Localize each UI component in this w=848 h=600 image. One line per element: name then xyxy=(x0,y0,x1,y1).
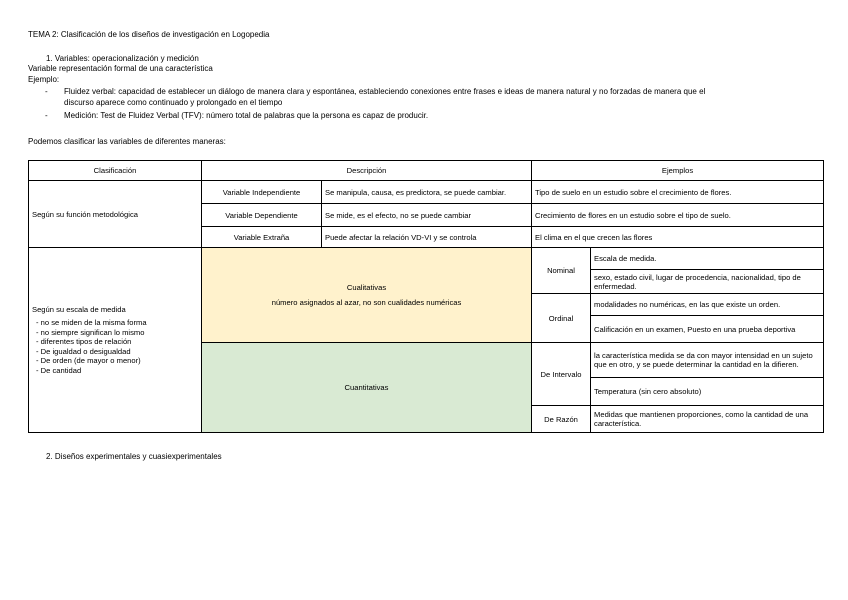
bullet-medicion: Medición: Test de Fluidez Verbal (TFV): número total de palabras que la persona es capaz de producir. xyxy=(64,111,429,120)
ordinal-item-2: Calificación en un examen, Puesto en una prueba deportiva xyxy=(591,316,824,343)
intervalo-item-1: la característica medida se da con mayor intensidad en un sujeto que en otro, y se puede determinar la cantidad en la difieren. xyxy=(591,343,824,378)
level-ordinal: Ordinal xyxy=(532,294,591,343)
var-independiente-example: Tipo de suelo en un estudio sobre el crecimiento de flores. xyxy=(532,181,824,204)
level-intervalo: De Intervalo xyxy=(532,343,591,406)
var-dependiente-desc: Se mide, es el efecto, no se puede cambiar xyxy=(322,204,532,227)
cualitativas-label: Cualitativas xyxy=(346,283,387,292)
var-extrana-example: El clima en el que crecen las flores xyxy=(532,227,824,248)
section-2-heading: 2. Diseños experimentales y cuasiexperimentales xyxy=(46,452,222,461)
escala-medida-cell xyxy=(29,248,202,433)
nominal-item-1: Escala de medida. xyxy=(591,248,824,270)
example-label: Ejemplo: xyxy=(28,75,60,84)
variable-definition: Variable representación formal de una característica xyxy=(28,64,213,73)
list-item: - no siempre significan lo mismo xyxy=(36,327,145,337)
escala-criteria-list xyxy=(32,318,198,375)
cualitativas-desc: número asignados al azar, no son cualidades numéricas xyxy=(271,298,462,307)
table-intro: Podemos clasificar las variables de diferentes maneras: xyxy=(28,137,226,146)
var-extrana-desc: Puede afectar la relación VD-VI y se controla xyxy=(322,227,532,248)
level-razon: De Razón xyxy=(532,406,591,433)
header-ejemplos: Ejemplos xyxy=(532,161,824,181)
bullet-dash: - xyxy=(45,87,48,96)
table-row xyxy=(29,248,824,270)
list-item: - no se miden de la misma forma xyxy=(36,318,147,327)
bullet-fluidez-line1: Fluidez verbal: capacidad de establecer un diálogo de manera clara y espontánea, estableciendo conexiones entre frases e ideas de manera natural y no forzadas de manera que el xyxy=(64,87,706,96)
var-independiente-desc: Se manipula, causa, es predictora, se puede cambiar. xyxy=(322,181,532,204)
cualitativas-cell xyxy=(202,248,532,343)
escala-medida-label: Según su escala de medida xyxy=(32,305,126,314)
funcion-metodologica-label: Según su función metodológica xyxy=(29,181,202,248)
list-item: - diferentes tipos de relación xyxy=(36,337,132,346)
document-title: TEMA 2: Clasificación de los diseños de investigación en Logopedia xyxy=(28,30,270,39)
cuantitativas-cell: Cuantitativas xyxy=(202,343,532,433)
level-nominal: Nominal xyxy=(532,248,591,294)
header-clasificacion: Clasificación xyxy=(29,161,202,181)
bullet-dash: - xyxy=(45,111,48,120)
var-extrana-type: Variable Extraña xyxy=(202,227,322,248)
variables-classification-table xyxy=(28,160,824,433)
nominal-item-2: sexo, estado civil, lugar de procedencia, nacionalidad, tipo de enfermedad. xyxy=(591,270,824,294)
list-item: - De orden (de mayor o menor) xyxy=(36,356,141,365)
list-item: - De cantidad xyxy=(36,365,82,375)
intervalo-item-2: Temperatura (sin cero absoluto) xyxy=(591,378,824,406)
section-1-heading: 1. Variables: operacionalización y medición xyxy=(46,54,199,63)
list-item: - De igualdad o desigualdad xyxy=(36,346,131,356)
header-descripcion: Descripción xyxy=(202,161,532,181)
razon-item-1: Medidas que mantienen proporciones, como la cantidad de una característica. xyxy=(591,406,824,433)
bullet-fluidez-line2: discurso aparece como continuado y prolongado en el tiempo xyxy=(64,98,283,107)
table-header-row xyxy=(29,161,824,181)
var-dependiente-example: Crecimiento de flores en un estudio sobre el tipo de suelo. xyxy=(532,204,824,227)
ordinal-item-1: modalidades no numéricas, en las que existe un orden. xyxy=(591,294,824,316)
var-dependiente-type: Variable Dependiente xyxy=(202,204,322,227)
var-independiente-type: Variable Independiente xyxy=(202,181,322,204)
table-row xyxy=(29,181,824,204)
